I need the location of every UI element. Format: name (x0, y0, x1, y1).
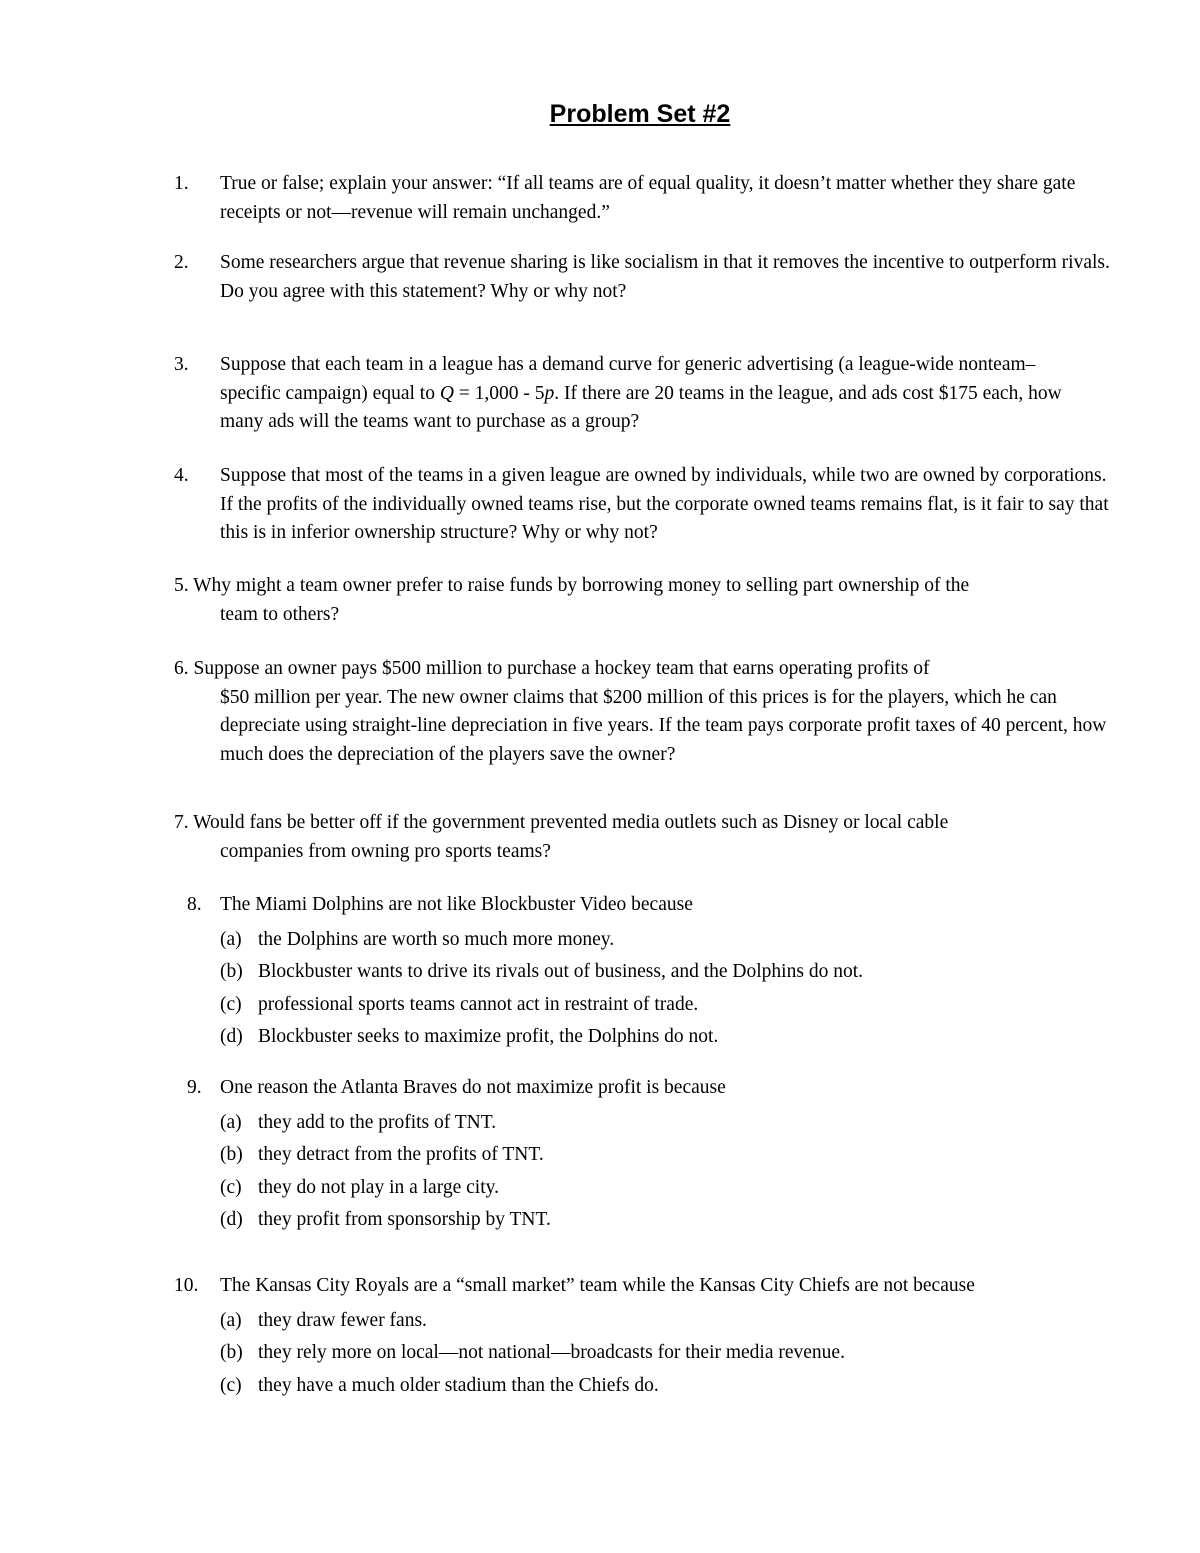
question-text: 5. Why might a team owner prefer to raise funds by borrowing money to selling part ownership of the (174, 575, 970, 596)
option-b: (b) they rely more on local—not national—broadcasts for their media revenue. (220, 1342, 845, 1363)
question-text-continued: $50 million per year. The new owner claims that $200 million of this prices is for the players, which he can depreciate using straight-line depreciation in five years. If the team pays corporate profit taxes of 40 percent, how much does the depreciation of the players save the owner? (220, 686, 1107, 765)
option-d: (d) they profit from sponsorship by TNT. (220, 1209, 551, 1230)
price-variable-p: p (544, 382, 555, 404)
answer-options (220, 924, 1114, 1054)
demand-variable-q: Q (439, 382, 454, 404)
question-text: One reason the Atlanta Braves do not maximize profit is because (220, 1077, 726, 1098)
question-8 (174, 891, 1114, 1054)
question-number: 2. (174, 252, 189, 273)
question-9 (174, 1074, 1114, 1237)
question-text-continued: team to others? (220, 603, 340, 625)
option-c: (c) they have a much older stadium than the Chiefs do. (220, 1374, 659, 1396)
answer-options (220, 1305, 1114, 1403)
question-text: 7. Would fans be better off if the government prevented media outlets such as Disney or local cable (174, 812, 949, 833)
question-4 (174, 462, 1114, 548)
page-title: Problem Set #2 (549, 100, 731, 128)
option-b: (b) they detract from the profits of TNT. (220, 1144, 544, 1165)
option-c: (c) they do not play in a large city. (220, 1176, 499, 1198)
option-a: (a) they add to the profits of TNT. (220, 1111, 497, 1133)
option-d: (d) Blockbuster seeks to maximize profit, the Dolphins do not. (220, 1026, 719, 1047)
question-text: True or false; explain your answer: “If all teams are of equal quality, it doesn’t matter whether they share gate receipts or not—revenue will remain unchanged.” (220, 173, 1076, 223)
question-number: 3. (174, 354, 189, 375)
question-3 (174, 351, 1074, 437)
question-10 (174, 1272, 1114, 1402)
option-b: (b) Blockbuster wants to drive its rivals out of business, and the Dolphins do not. (220, 961, 863, 982)
question-text: The Miami Dolphins are not like Blockbuster Video because (220, 894, 693, 915)
question-text: Suppose that each team in a league has a demand curve for generic advertising (a league-wide nonteam–specific campaign) equal to Q = 1,000 - 5p. If there are 20 teams in the league, and ads cost $175 each, how many ads will the teams want to purchase as a group? (220, 354, 1062, 432)
question-text: The Kansas City Royals are a “small market” team while the Kansas City Chiefs are not because (220, 1275, 975, 1296)
question-text: Suppose that most of the teams in a given league are owned by individuals, while two are owned by corporations. If the profits of the individually owned teams rise, but the corporate owned teams remains flat, is it fair to say that this is in inferior ownership structure? Why or why not? (220, 465, 1109, 543)
question-number: 4. (174, 465, 189, 486)
question-text-continued: companies from owning pro sports teams? (220, 840, 551, 862)
question-text: 6. Suppose an owner pays $500 million to purchase a hockey team that earns operating profits of (174, 658, 930, 679)
question-number: 8. (187, 894, 202, 915)
question-number: 1. (174, 173, 189, 194)
question-number: 9. (187, 1077, 202, 1098)
option-a: (a) the Dolphins are worth so much more money. (220, 928, 615, 950)
question-6 (174, 655, 1124, 769)
question-7 (174, 809, 1124, 866)
question-2 (174, 249, 1114, 306)
question-1 (174, 170, 1114, 227)
question-5 (174, 572, 1124, 629)
question-text: Some researchers argue that revenue sharing is like socialism in that it removes the incentive to outperform rivals. Do you agree with this statement? Why or why not? (220, 252, 1110, 302)
answer-options (220, 1107, 1114, 1237)
question-number: 10. (174, 1275, 199, 1296)
option-a: (a) they draw fewer fans. (220, 1309, 427, 1331)
option-c: (c) professional sports teams cannot act in restraint of trade. (220, 993, 699, 1015)
